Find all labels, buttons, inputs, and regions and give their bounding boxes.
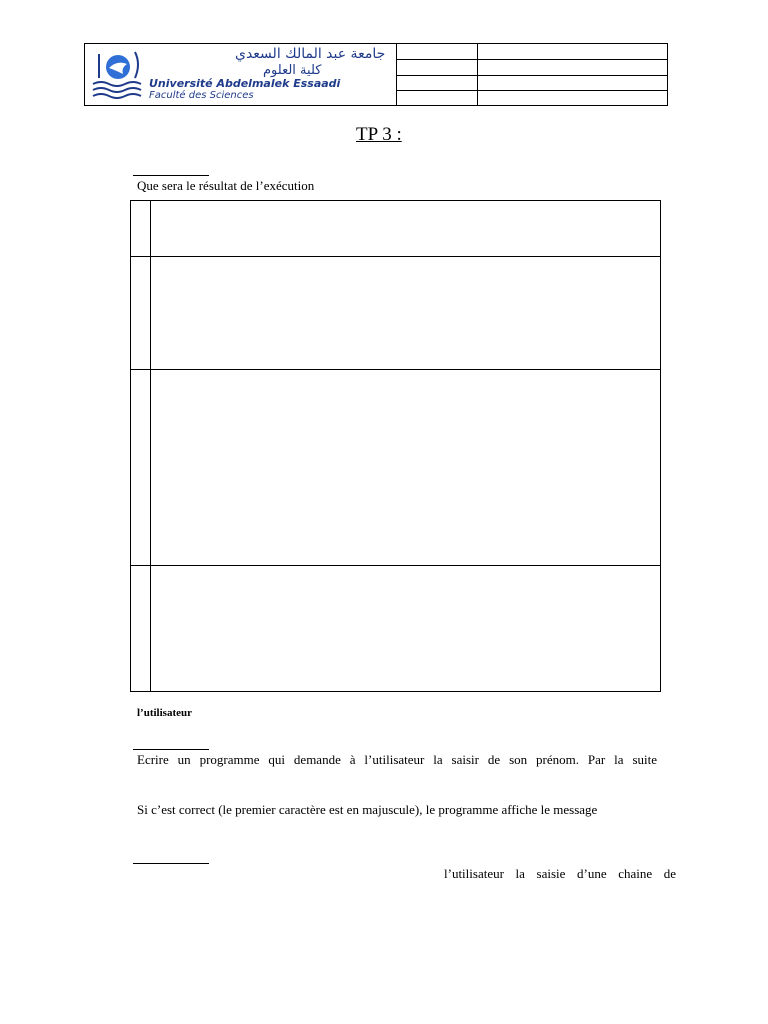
code-table-margin-rule: [150, 201, 151, 691]
exercise-1-heading-rule: [133, 175, 209, 176]
header-cell-value-4: [478, 91, 667, 105]
code-table: [130, 200, 661, 692]
header-cell-value-1: [478, 44, 667, 60]
header-cell-label-1: [397, 44, 478, 60]
logo-faculty-name: Faculté des Sciences: [149, 90, 254, 101]
note-utilisateur: l’utilisateur: [137, 707, 192, 719]
logo-university-name: Université Abdelmalek Essaadi: [149, 77, 341, 90]
header-cell-label-4: [397, 91, 478, 105]
exercise-3-heading-rule: [133, 863, 209, 864]
header-cell-label-3: [397, 76, 478, 91]
code-table-row-divider: [131, 369, 660, 370]
document-header: [84, 43, 668, 106]
header-cell-value-3: [478, 76, 667, 91]
exercise-2-heading-rule: [133, 749, 209, 750]
exercise-1-intro: Que sera le résultat de l’exécution: [137, 178, 315, 193]
exercise-3-line-1: l’utilisateur la saisie d’une chaine de: [444, 866, 676, 881]
code-table-row-divider: [131, 256, 660, 257]
page-title: TP 3 :: [356, 124, 402, 145]
exercise-2-line-2: Si c’est correct (le premier caractère est en majuscule), le programme affiche le message: [137, 802, 598, 817]
code-table-row-divider: [131, 565, 660, 566]
logo-arabic-university-name: جامعة عبد المالك السعدي: [235, 46, 386, 62]
university-emblem-icon: [91, 48, 147, 104]
university-logo-cell: [85, 44, 397, 105]
exercise-2-line-1: Ecrire un programme qui demande à l’utilisateur la saisir de son prénom. Par la suite: [137, 752, 657, 767]
logo-arabic-faculty-name: كلية العلوم: [263, 63, 322, 78]
header-cell-value-2: [478, 60, 667, 76]
header-cell-label-2: [397, 60, 478, 76]
